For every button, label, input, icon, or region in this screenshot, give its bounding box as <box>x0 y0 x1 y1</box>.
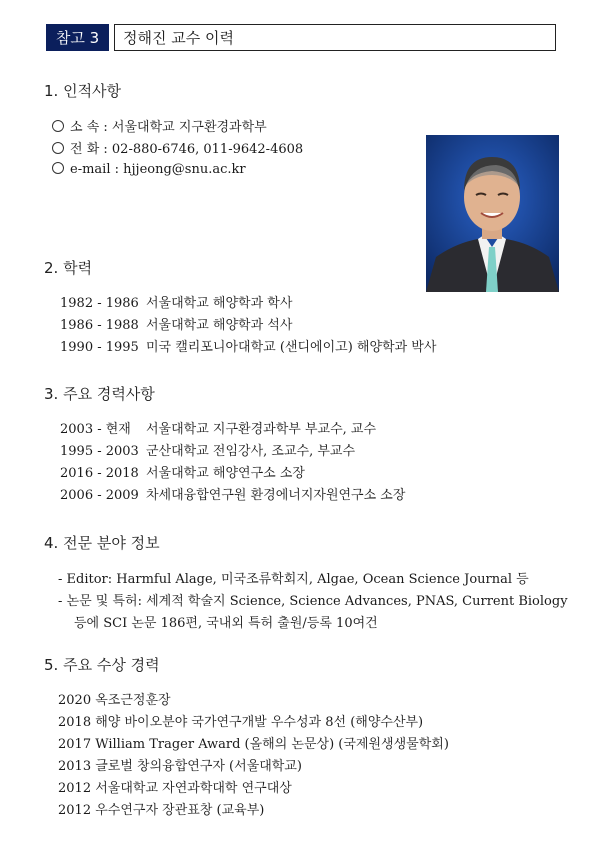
career-text: 서울대학교 지구환경과학부 부교수, 교수 <box>146 422 377 437</box>
circle-bullet-icon <box>52 120 64 132</box>
career-item <box>60 484 405 503</box>
education-item <box>60 336 436 355</box>
section-heading-education: 2. 학력 <box>44 259 93 277</box>
section-heading-expertise: 4. 전문 분야 정보 <box>44 534 160 552</box>
section-heading-career: 3. 주요 경력사항 <box>44 385 155 403</box>
award-item: 2013 글로벌 창의융합연구자 (서울대학교) <box>58 759 302 774</box>
section-heading-awards: 5. 주요 수상 경력 <box>44 656 160 674</box>
education-text: 서울대학교 해양학과 석사 <box>146 318 293 333</box>
career-text: 차세대융합연구원 환경에너지자원연구소 소장 <box>146 488 406 503</box>
education-item <box>60 292 292 311</box>
career-item <box>60 462 305 481</box>
career-item <box>60 418 376 437</box>
page-title: 정해진 교수 이력 <box>114 24 556 51</box>
education-period: 1990 - 1995 <box>60 340 139 355</box>
expertise-papers-cont: 등에 SCI 논문 186편, 국내외 특허 출원/등록 10여건 <box>74 616 378 631</box>
award-item: 2020 옥조근정훈장 <box>58 693 171 708</box>
info-label: e-mail <box>70 162 111 177</box>
profile-photo <box>426 135 559 292</box>
expertise-editor-line: - Editor: Harmful Alage, 미국조류학회지, Algae, Ocean Science Journal 등 <box>58 572 529 587</box>
info-label: 전 화 <box>70 142 100 157</box>
education-text: 미국 캘리포니아대학교 (샌디에이고) 해양학과 박사 <box>146 340 437 355</box>
reference-badge: 참고 3 <box>46 24 109 51</box>
section-heading-personal: 1. 인적사항 <box>44 82 122 100</box>
award-item: 2012 서울대학교 자연과학대학 연구대상 <box>58 781 292 796</box>
career-period: 2016 - 2018 <box>60 466 139 481</box>
education-text: 서울대학교 해양학과 학사 <box>146 296 293 311</box>
info-value: : 서울대학교 지구환경과학부 <box>103 120 267 135</box>
career-period: 2006 - 2009 <box>60 488 139 503</box>
info-value: : hjjeong@snu.ac.kr <box>114 162 246 177</box>
info-value: : 02-880-6746, 011-9642-4608 <box>103 142 304 157</box>
info-row-phone <box>52 138 303 157</box>
education-item <box>60 314 292 333</box>
career-period: 2003 - 현재 <box>60 422 131 437</box>
career-period: 1995 - 2003 <box>60 444 139 459</box>
info-label: 소 속 <box>70 120 100 135</box>
circle-bullet-icon <box>52 162 64 174</box>
title-box <box>46 24 556 51</box>
award-item: 2017 William Trager Award (올해의 논문상) (국제원생생물학회) <box>58 737 449 752</box>
circle-bullet-icon <box>52 142 64 154</box>
info-row-email <box>52 162 246 177</box>
portrait-icon <box>426 135 559 292</box>
award-item: 2012 우수연구자 장관표창 (교육부) <box>58 803 265 818</box>
education-period: 1986 - 1988 <box>60 318 139 333</box>
career-text: 군산대학교 전임강사, 조교수, 부교수 <box>146 444 356 459</box>
expertise-papers-line: - 논문 및 특허: 세계적 학술지 Science, Science Advances, PNAS, Current Biology <box>58 594 568 609</box>
award-item: 2018 해양 바이오분야 국가연구개발 우수성과 8선 (해양수산부) <box>58 715 424 730</box>
info-row-affiliation <box>52 116 267 135</box>
education-period: 1982 - 1986 <box>60 296 139 311</box>
career-text: 서울대학교 해양연구소 소장 <box>146 466 305 481</box>
career-item <box>60 440 355 459</box>
